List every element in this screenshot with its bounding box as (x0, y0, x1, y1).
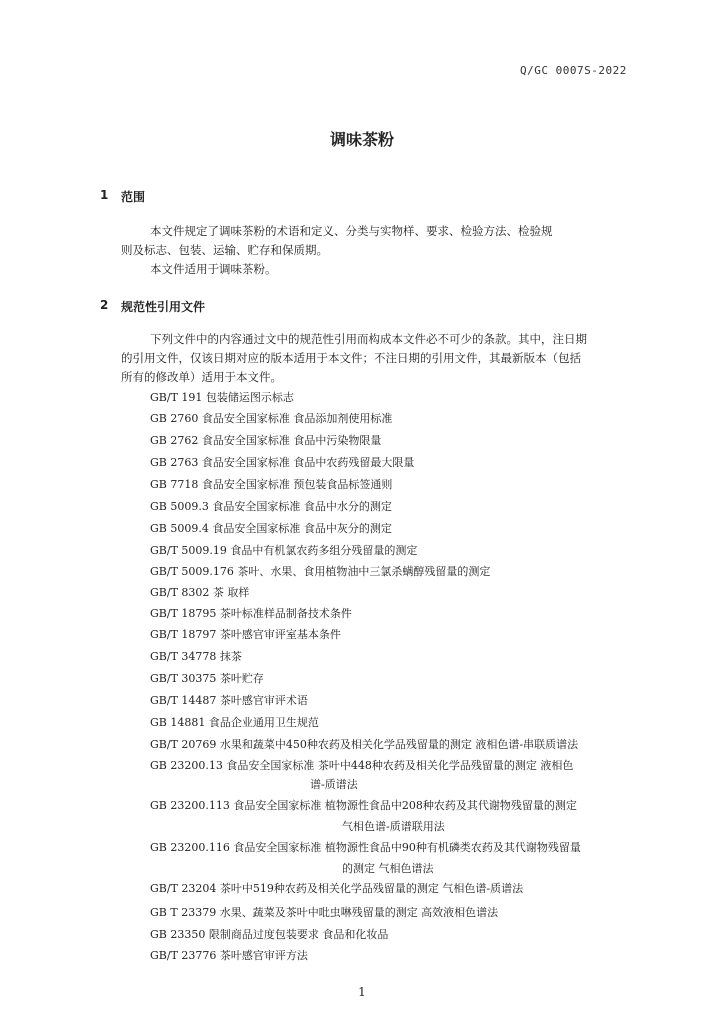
reference-item: GB/T 23204 茶叶中519种农药及相关化学品残留量的测定 气相色谱-质谱法 (150, 882, 524, 895)
section-1-paragraph: 本文件规定了调味茶粉的术语和定义、分类与实物样、要求、检验方法、检验规 (150, 224, 553, 238)
section-2-number: 2 (100, 298, 109, 312)
reference-item: GB/T 18795 茶叶标准样品制备技术条件 (150, 607, 352, 620)
reference-item: GB 5009.3 食品安全国家标准 食品中水分的测定 (150, 500, 392, 513)
reference-item: GB 23200.113 食品安全国家标准 植物源性食品中208种农药及其代谢物残留量的测定 (150, 799, 577, 812)
reference-item: GB/T 18797 茶叶感官审评室基本条件 (150, 628, 341, 641)
document-title: 调味茶粉 (329, 130, 394, 149)
reference-item: GB 2760 食品安全国家标准 食品添加剂使用标准 (150, 412, 393, 425)
reference-item: GB 5009.4 食品安全国家标准 食品中灰分的测定 (150, 522, 392, 535)
reference-item: GB 23200.116 食品安全国家标准 植物源性食品中90种有机磷类农药及其代谢物残留量 (150, 841, 581, 854)
reference-item: GB 7718 食品安全国家标准 预包装食品标签通则 (150, 478, 393, 491)
reference-item: GB 2762 食品安全国家标准 食品中污染物限量 (150, 434, 382, 447)
reference-item: GB/T 14487 茶叶感官审评术语 (150, 694, 308, 707)
reference-item: GB 14881 食品企业通用卫生规范 (150, 716, 319, 729)
reference-item: GB/T 5009.19 食品中有机氯农药多组分残留量的测定 (150, 544, 418, 557)
section-1-number: 1 (100, 188, 109, 202)
section-2-paragraph: 的引用文件，仅该日期对应的版本适用于本文件；不注日期的引用文件，其最新版本（包括 (121, 351, 581, 365)
reference-item: GB/T 30375 茶叶贮存 (150, 672, 264, 685)
section-1-paragraph: 本文件适用于调味茶粉。 (150, 262, 277, 276)
reference-item: GB 23200.13 食品安全国家标准 茶叶中448种农药及相关化学品残留量的测定 液相色 (150, 759, 574, 772)
section-2-title: 规范性引用文件 (121, 300, 206, 314)
section-2-paragraph: 所有的修改单）适用于本文件。 (121, 370, 282, 384)
reference-item: GB/T 23776 茶叶感官审评方法 (150, 949, 308, 962)
reference-item: GB 2763 食品安全国家标准 食品中农药残留最大限量 (150, 456, 415, 469)
standard-code: Q/GC 0007S-2022 (520, 64, 627, 77)
reference-item: GB/T 8302 茶 取样 (150, 586, 250, 599)
reference-item-continuation: 谱-质谱法 (310, 778, 358, 791)
section-1-title: 范围 (121, 190, 146, 204)
reference-item: GB/T 20769 水果和蔬菜中450种农药及相关化学品残留量的测定 液相色谱-串联质谱法 (150, 738, 579, 751)
reference-item: GB 23350 限制商品过度包装要求 食品和化妆品 (150, 928, 389, 941)
reference-item-continuation: 的测定 气相色谱法 (342, 862, 434, 875)
reference-item: GB/T 5009.176 茶叶、水果、食用植物油中三氯杀螨醇残留量的测定 (150, 565, 491, 578)
section-2-paragraph: 下列文件中的内容通过文中的规范性引用而构成本文件必不可少的条款。其中，注日期 (150, 332, 587, 346)
section-1-paragraph: 则及标志、包装、运输、贮存和保质期。 (121, 243, 328, 257)
reference-item-continuation: 气相色谱-质谱联用法 (342, 820, 445, 833)
reference-item: GB/T 34778 抹茶 (150, 650, 242, 663)
page-number: 1 (358, 985, 366, 999)
reference-item: GB T 23379 水果、蔬菜及茶叶中吡虫啉残留量的测定 高效液相色谱法 (150, 906, 499, 919)
reference-item: GB/T 191 包装储运图示标志 (150, 391, 294, 404)
